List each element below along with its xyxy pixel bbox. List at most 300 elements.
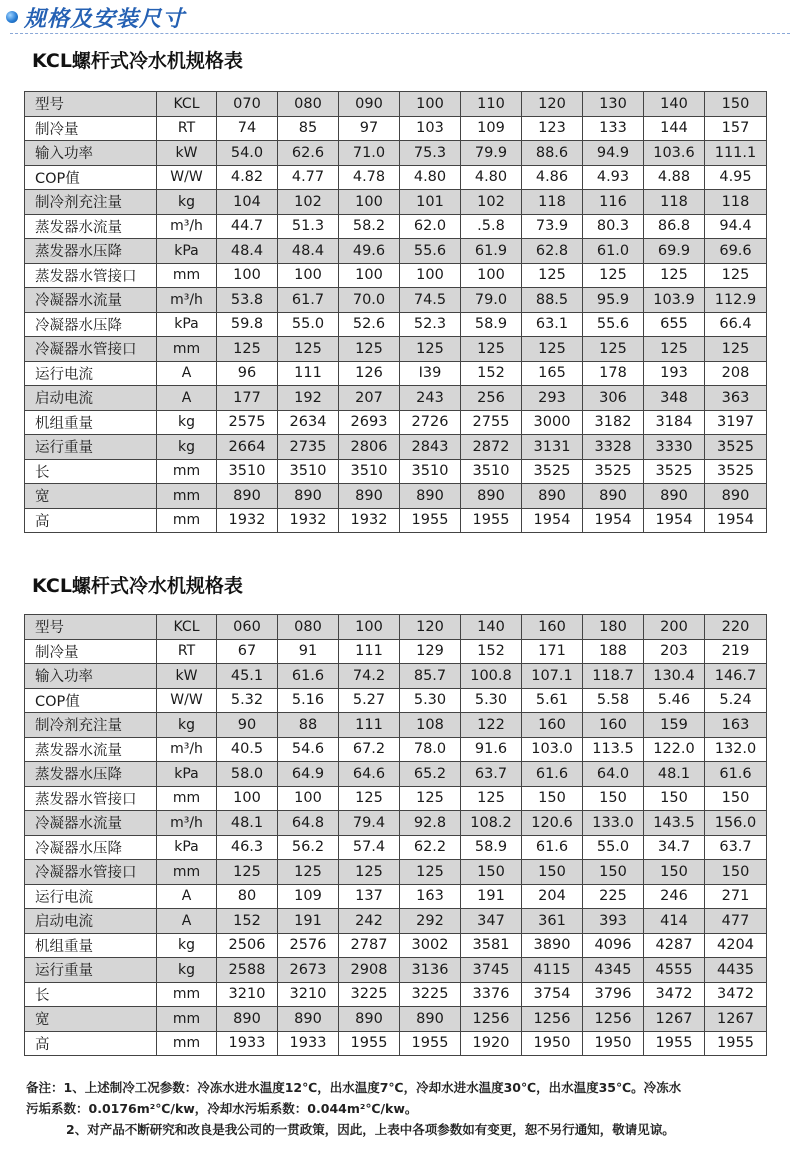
table-cell: 3182 <box>583 410 644 435</box>
table-cell: 61.6 <box>278 664 339 689</box>
row-label: 型号 <box>25 92 157 117</box>
unit-cell: mm <box>157 337 217 362</box>
table-cell: 132.0 <box>705 737 767 762</box>
table-cell: 293 <box>522 386 583 411</box>
table-cell: 125 <box>339 337 400 362</box>
table-row <box>25 713 767 738</box>
table-cell: 191 <box>461 884 522 909</box>
table-cell: 150 <box>644 860 705 885</box>
table-cell: 55.6 <box>400 239 461 264</box>
unit-cell: kPa <box>157 312 217 337</box>
table-cell: 200 <box>644 615 705 640</box>
table-row <box>25 615 767 640</box>
table-cell: 163 <box>705 713 767 738</box>
table-cell: 102 <box>461 190 522 215</box>
table-cell: 65.2 <box>400 762 461 787</box>
table-cell: 1256 <box>583 1007 644 1032</box>
table-cell: 163 <box>400 884 461 909</box>
unit-cell: mm <box>157 1031 217 1056</box>
table-cell: 4.78 <box>339 165 400 190</box>
row-label: 蒸发器水管接口 <box>25 263 157 288</box>
table-cell: 146.7 <box>705 664 767 689</box>
note-line-1: 备注：1、上述制冷工况参数：冷冻水进水温度12℃，出水温度7℃，冷却水进水温度30℃，出水温度35℃。冷冻水 <box>26 1080 682 1095</box>
table-cell: 3525 <box>644 459 705 484</box>
unit-cell: m³/h <box>157 811 217 836</box>
table-cell: 080 <box>278 615 339 640</box>
unit-cell: RT <box>157 116 217 141</box>
table-cell: 95.9 <box>583 288 644 313</box>
table-cell: 40.5 <box>217 737 278 762</box>
table-cell: 144 <box>644 116 705 141</box>
table-cell: 143.5 <box>644 811 705 836</box>
row-label: 运行电流 <box>25 361 157 386</box>
table-cell: 1955 <box>339 1031 400 1056</box>
table-cell: 3472 <box>705 982 767 1007</box>
table-cell: 414 <box>644 909 705 934</box>
section-title: 规格及安装尺寸 <box>24 6 186 32</box>
table-cell: 5.32 <box>217 688 278 713</box>
table-cell: 64.8 <box>278 811 339 836</box>
row-label: COP值 <box>25 688 157 713</box>
unit-cell: W/W <box>157 688 217 713</box>
table-cell: 110 <box>461 92 522 117</box>
table-cell: 3581 <box>461 933 522 958</box>
table-cell: 1955 <box>400 1031 461 1056</box>
table-cell: 100 <box>339 615 400 640</box>
table-row <box>25 337 767 362</box>
table-cell: 156.0 <box>705 811 767 836</box>
table-cell: 361 <box>522 909 583 934</box>
table-cell: 150 <box>705 786 767 811</box>
table-cell: 100 <box>400 92 461 117</box>
table-cell: 86.8 <box>644 214 705 239</box>
table-cell: 53.8 <box>217 288 278 313</box>
table-cell: 100.8 <box>461 664 522 689</box>
table-cell: 70.0 <box>339 288 400 313</box>
table-cell: 107.1 <box>522 664 583 689</box>
table-cell: 71.0 <box>339 141 400 166</box>
table-cell: 118 <box>705 190 767 215</box>
table-cell: 070 <box>217 92 278 117</box>
table-cell: 165 <box>522 361 583 386</box>
table-cell: 3225 <box>339 982 400 1007</box>
table-cell: 140 <box>644 92 705 117</box>
row-label: 运行重量 <box>25 958 157 983</box>
table-cell: 125 <box>522 263 583 288</box>
row-label: 宽 <box>25 484 157 509</box>
table-cell: 97 <box>339 116 400 141</box>
table-cell: 2726 <box>400 410 461 435</box>
table-cell: 5.61 <box>522 688 583 713</box>
table-cell: 125 <box>278 860 339 885</box>
table-cell: 67 <box>217 639 278 664</box>
table-cell: 118 <box>644 190 705 215</box>
table-cell: 120 <box>522 92 583 117</box>
table-cell: 62.6 <box>278 141 339 166</box>
table-cell: 3745 <box>461 958 522 983</box>
table-row <box>25 459 767 484</box>
table-cell: 188 <box>583 639 644 664</box>
table-cell: 61.6 <box>522 835 583 860</box>
table-cell: 48.1 <box>217 811 278 836</box>
table-cell: 363 <box>705 386 767 411</box>
table-cell: 125 <box>217 337 278 362</box>
table-cell: 44.7 <box>217 214 278 239</box>
table-cell: 5.16 <box>278 688 339 713</box>
table-cell: 75.3 <box>400 141 461 166</box>
table-cell: 1933 <box>217 1031 278 1056</box>
unit-cell: mm <box>157 459 217 484</box>
table-cell: 102 <box>278 190 339 215</box>
notes <box>26 1077 776 1140</box>
table-cell: 111 <box>278 361 339 386</box>
table-cell: 208 <box>705 361 767 386</box>
table-cell: 3225 <box>400 982 461 1007</box>
table-cell: 1950 <box>522 1031 583 1056</box>
table-cell: 3510 <box>278 459 339 484</box>
row-label: 输入功率 <box>25 664 157 689</box>
table-cell: 150 <box>583 786 644 811</box>
table-cell: 55.0 <box>583 835 644 860</box>
table-cell: 246 <box>644 884 705 909</box>
table-cell: 61.7 <box>278 288 339 313</box>
table-row <box>25 116 767 141</box>
table-cell: 108 <box>400 713 461 738</box>
table-row <box>25 410 767 435</box>
unit-cell: W/W <box>157 165 217 190</box>
unit-cell: A <box>157 361 217 386</box>
table-cell: 125 <box>461 337 522 362</box>
row-label: 宽 <box>25 1007 157 1032</box>
table-row <box>25 811 767 836</box>
table-cell: 150 <box>705 92 767 117</box>
table-cell: 890 <box>278 1007 339 1032</box>
table-cell: 80 <box>217 884 278 909</box>
table-cell: 890 <box>339 1007 400 1032</box>
table-cell: 100 <box>278 263 339 288</box>
row-label: 制冷量 <box>25 639 157 664</box>
table-cell: 1950 <box>583 1031 644 1056</box>
unit-cell: A <box>157 909 217 934</box>
row-label: 蒸发器水流量 <box>25 737 157 762</box>
table-cell: 4.80 <box>400 165 461 190</box>
table-cell: 1920 <box>461 1031 522 1056</box>
table-cell: 5.30 <box>400 688 461 713</box>
table-cell: 48.1 <box>644 762 705 787</box>
table-cell: 3002 <box>400 933 461 958</box>
section-header <box>6 4 185 30</box>
table-cell: 3754 <box>522 982 583 1007</box>
table-row <box>25 386 767 411</box>
table-cell: 1955 <box>461 508 522 533</box>
table-cell: 193 <box>644 361 705 386</box>
table-cell: 242 <box>339 909 400 934</box>
table-cell: 63.1 <box>522 312 583 337</box>
table-cell: 890 <box>400 1007 461 1032</box>
table-cell: 133.0 <box>583 811 644 836</box>
table-cell: 133 <box>583 116 644 141</box>
table-cell: 890 <box>278 484 339 509</box>
table-cell: .5.8 <box>461 214 522 239</box>
table-cell: 74.5 <box>400 288 461 313</box>
table-cell: 3525 <box>705 435 767 460</box>
table-cell: 3890 <box>522 933 583 958</box>
table-cell: 91 <box>278 639 339 664</box>
table-cell: 130 <box>583 92 644 117</box>
table-cell: 150 <box>644 786 705 811</box>
table-cell: 090 <box>339 92 400 117</box>
table-cell: 129 <box>400 639 461 664</box>
unit-cell: mm <box>157 786 217 811</box>
table-cell: 125 <box>461 786 522 811</box>
row-label: 蒸发器水压降 <box>25 239 157 264</box>
unit-cell: RT <box>157 639 217 664</box>
table-cell: 150 <box>705 860 767 885</box>
table-cell: 2787 <box>339 933 400 958</box>
unit-cell: kg <box>157 410 217 435</box>
table-cell: 122 <box>461 713 522 738</box>
unit-cell: mm <box>157 484 217 509</box>
table-row <box>25 933 767 958</box>
table-cell: 96 <box>217 361 278 386</box>
table-cell: 1955 <box>705 1031 767 1056</box>
row-label: 输入功率 <box>25 141 157 166</box>
table-cell: 4.93 <box>583 165 644 190</box>
table-cell: 5.30 <box>461 688 522 713</box>
table-cell: 48.4 <box>217 239 278 264</box>
row-label: 冷凝器水管接口 <box>25 860 157 885</box>
row-label: 冷凝器水管接口 <box>25 337 157 362</box>
table-cell: 61.6 <box>522 762 583 787</box>
table-row <box>25 982 767 1007</box>
table-cell: 157 <box>705 116 767 141</box>
table-cell: 74.2 <box>339 664 400 689</box>
table-cell: 2576 <box>278 933 339 958</box>
table-cell: 4.86 <box>522 165 583 190</box>
row-label: 冷凝器水压降 <box>25 312 157 337</box>
table-cell: 92.8 <box>400 811 461 836</box>
table-cell: 890 <box>644 484 705 509</box>
table-cell: 4115 <box>522 958 583 983</box>
table-cell: 655 <box>644 312 705 337</box>
table-cell: 5.46 <box>644 688 705 713</box>
table-cell: 159 <box>644 713 705 738</box>
table-cell: 137 <box>339 884 400 909</box>
table-cell: 393 <box>583 909 644 934</box>
table-row <box>25 214 767 239</box>
table-cell: 177 <box>217 386 278 411</box>
unit-cell: kPa <box>157 762 217 787</box>
table-cell: 150 <box>461 860 522 885</box>
table-row <box>25 664 767 689</box>
table-cell: 125 <box>278 337 339 362</box>
table-cell: 2735 <box>278 435 339 460</box>
table-cell: 51.3 <box>278 214 339 239</box>
table-cell: 203 <box>644 639 705 664</box>
table-cell: 204 <box>522 884 583 909</box>
table-cell: 4.88 <box>644 165 705 190</box>
table-cell: 59.8 <box>217 312 278 337</box>
table-row <box>25 484 767 509</box>
table-cell: 125 <box>400 786 461 811</box>
table-cell: 94.9 <box>583 141 644 166</box>
table-cell: 126 <box>339 361 400 386</box>
table-cell: 192 <box>278 386 339 411</box>
table-cell: 4345 <box>583 958 644 983</box>
table-row <box>25 884 767 909</box>
table-cell: 1954 <box>644 508 705 533</box>
table-cell: 140 <box>461 615 522 640</box>
table-cell: 4.95 <box>705 165 767 190</box>
table-cell: 62.0 <box>400 214 461 239</box>
table-cell: 125 <box>217 860 278 885</box>
table-cell: 3510 <box>339 459 400 484</box>
table-cell: 118 <box>522 190 583 215</box>
table-cell: 1256 <box>522 1007 583 1032</box>
table-cell: 100 <box>461 263 522 288</box>
row-label: 制冷剂充注量 <box>25 190 157 215</box>
table-row <box>25 508 767 533</box>
table-cell: 48.4 <box>278 239 339 264</box>
unit-cell: A <box>157 386 217 411</box>
table-cell: 57.4 <box>339 835 400 860</box>
table-cell: 4096 <box>583 933 644 958</box>
table-row <box>25 762 767 787</box>
table-cell: 63.7 <box>461 762 522 787</box>
row-label: 蒸发器水压降 <box>25 762 157 787</box>
table-cell: 890 <box>400 484 461 509</box>
unit-cell: KCL <box>157 92 217 117</box>
table-cell: 58.9 <box>461 312 522 337</box>
table-cell: 125 <box>339 860 400 885</box>
table-cell: 125 <box>400 860 461 885</box>
table-row <box>25 312 767 337</box>
table-cell: 207 <box>339 386 400 411</box>
row-label: 高 <box>25 1031 157 1056</box>
table-cell: 120.6 <box>522 811 583 836</box>
row-label: 制冷量 <box>25 116 157 141</box>
row-label: 运行重量 <box>25 435 157 460</box>
table-cell: 101 <box>400 190 461 215</box>
spec-table-1 <box>24 91 767 533</box>
table-row <box>25 263 767 288</box>
table-cell: 2664 <box>217 435 278 460</box>
table-cell: 111.1 <box>705 141 767 166</box>
table-cell: 3131 <box>522 435 583 460</box>
unit-cell: mm <box>157 860 217 885</box>
table-cell: 150 <box>522 860 583 885</box>
table-cell: 225 <box>583 884 644 909</box>
table-cell: 2908 <box>339 958 400 983</box>
table-row <box>25 1007 767 1032</box>
table-cell: 347 <box>461 909 522 934</box>
table-cell: 56.2 <box>278 835 339 860</box>
table-cell: 125 <box>400 337 461 362</box>
table-cell: 1955 <box>644 1031 705 1056</box>
row-label: 机组重量 <box>25 933 157 958</box>
table-row <box>25 239 767 264</box>
table-row <box>25 737 767 762</box>
table-cell: 118.7 <box>583 664 644 689</box>
table-cell: 1267 <box>644 1007 705 1032</box>
table-cell: 890 <box>217 484 278 509</box>
table-cell: 112.9 <box>705 288 767 313</box>
unit-cell: A <box>157 884 217 909</box>
table-cell: 3525 <box>522 459 583 484</box>
table-cell: 103.9 <box>644 288 705 313</box>
table-cell: 122.0 <box>644 737 705 762</box>
table-cell: 4.77 <box>278 165 339 190</box>
table-cell: 88 <box>278 713 339 738</box>
table-cell: 152 <box>461 639 522 664</box>
table-cell: 125 <box>644 337 705 362</box>
table-cell: 34.7 <box>644 835 705 860</box>
table-cell: 4204 <box>705 933 767 958</box>
table-cell: 62.2 <box>400 835 461 860</box>
table-cell: 116 <box>583 190 644 215</box>
table-cell: 125 <box>644 263 705 288</box>
table-cell: 109 <box>461 116 522 141</box>
unit-cell: mm <box>157 263 217 288</box>
table-cell: 88.5 <box>522 288 583 313</box>
table-cell: 2755 <box>461 410 522 435</box>
table-cell: 2575 <box>217 410 278 435</box>
table-cell: 78.0 <box>400 737 461 762</box>
table-cell: 113.5 <box>583 737 644 762</box>
table-cell: 3376 <box>461 982 522 1007</box>
table-cell: 171 <box>522 639 583 664</box>
table-row <box>25 165 767 190</box>
table-cell: 69.6 <box>705 239 767 264</box>
table-cell: 4435 <box>705 958 767 983</box>
table-cell: 150 <box>583 860 644 885</box>
table-cell: 3472 <box>644 982 705 1007</box>
table-row <box>25 860 767 885</box>
table-cell: 1954 <box>583 508 644 533</box>
table-cell: 94.4 <box>705 214 767 239</box>
table-cell: 1932 <box>278 508 339 533</box>
unit-cell: kg <box>157 435 217 460</box>
table-cell: 104 <box>217 190 278 215</box>
table-row <box>25 909 767 934</box>
table-cell: 55.6 <box>583 312 644 337</box>
table-cell: 130.4 <box>644 664 705 689</box>
table-row <box>25 958 767 983</box>
table-cell: 45.1 <box>217 664 278 689</box>
row-label: COP值 <box>25 165 157 190</box>
table-cell: 1932 <box>217 508 278 533</box>
table-cell: 58.9 <box>461 835 522 860</box>
unit-cell: kg <box>157 958 217 983</box>
table-cell: 3000 <box>522 410 583 435</box>
table-cell: 219 <box>705 639 767 664</box>
table-cell: 52.6 <box>339 312 400 337</box>
table-cell: 890 <box>583 484 644 509</box>
header-divider <box>10 33 790 34</box>
table-cell: 890 <box>705 484 767 509</box>
table-row <box>25 639 767 664</box>
table-cell: 271 <box>705 884 767 909</box>
table-cell: 160 <box>522 615 583 640</box>
row-label: 冷凝器水压降 <box>25 835 157 860</box>
row-label: 制冷剂充注量 <box>25 713 157 738</box>
note-line-3: 2、对产品不断研究和改良是我公司的一贯政策，因此，上表中各项参数如有变更，恕不另行通知，敬请见谅。 <box>66 1122 675 1137</box>
table-cell: 178 <box>583 361 644 386</box>
table-cell: 3328 <box>583 435 644 460</box>
table-cell: 80.3 <box>583 214 644 239</box>
table-cell: 100 <box>339 263 400 288</box>
table-cell: 5.58 <box>583 688 644 713</box>
